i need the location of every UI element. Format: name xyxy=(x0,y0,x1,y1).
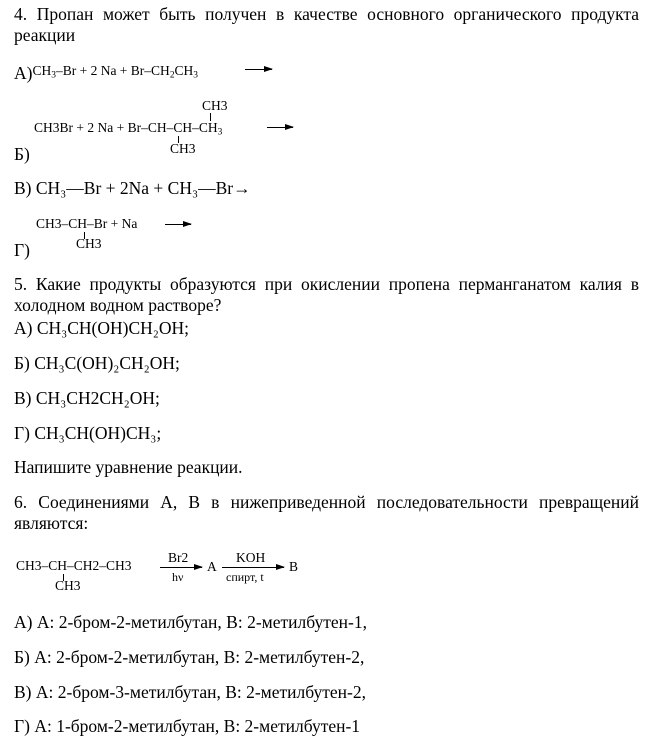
q6-option-v: В) А: 2-бром-3-метилбутан, В: 2-метилбутен-2, xyxy=(14,682,366,702)
q4-g-sub-group: CH3 xyxy=(76,236,102,251)
q4-b-formula: CH3Br + 2 $Na + Br-CH-CH-CH_3$ xyxy=(34,120,223,138)
q6-option-a: А) А: 2-бром-2-метилбутан, В: 2-метилбутен-1, xyxy=(14,612,367,632)
q5-option-v: В) CH₃CH2CH₂OH; xyxy=(14,388,160,408)
q6-condition-2: спирт, t xyxy=(226,570,264,584)
q4-b-top-group: CH3 xyxy=(202,98,228,113)
q6-scheme-start: CH3–CH–CH2–CH3 xyxy=(16,558,132,573)
q4-option-v: В) CH₃—Br + 2Na + CH₃—Br→ xyxy=(14,178,251,198)
q4-g-formula: CH3–CH–Br + Na xyxy=(36,216,138,231)
q6-reagent-1: Br2 xyxy=(168,550,189,565)
q4-option-a xyxy=(14,63,198,85)
q4-title: 4. Пропан может быть получен в качестве основного органического продукта реакции xyxy=(14,4,639,45)
q4-a-label: А) xyxy=(14,63,33,83)
q5-option-a: А) CH₃CH(OH)CH₂OH; xyxy=(14,318,190,338)
q4-g-label: Г) xyxy=(14,240,30,260)
q6-condition-1: hν xyxy=(172,570,184,584)
q6-scheme-sub: CH3 xyxy=(55,578,81,593)
q6-option-g: Г) А: 1-бром-2-метилбутан, В: 2-метилбутен-1 xyxy=(14,716,361,736)
q6-product-b: B xyxy=(289,559,299,574)
q4-a-formula: CH3–Br + 2 Na + Br–CH2CH3 xyxy=(32,63,199,81)
q5-option-g: Г) CH₃CH(OH)CH₃; xyxy=(14,423,162,443)
q6-intermediate-a: A xyxy=(207,559,217,574)
q6-option-b: Б) А: 2-бром-2-метилбутан, В: 2-метилбутен-2, xyxy=(14,647,365,667)
q6-reagent-2: KOH xyxy=(236,550,266,565)
q6-title: 6. Соединениями А, В в нижеприведенной последовательности превращений являются: xyxy=(14,492,639,533)
q6-arrow-1 xyxy=(160,567,202,568)
q5-option-b: Б) CH₃C(OH)₂CH₂OH; xyxy=(14,353,180,373)
q6-arrow-2 xyxy=(222,567,284,568)
q4-g-arrow xyxy=(165,224,191,225)
q4-b-label: Б) xyxy=(14,144,30,164)
q5-task: Напишите уравнение реакции. xyxy=(14,457,243,477)
q4-b-bottom-group: CH3 xyxy=(170,141,196,156)
q5-title: 5. Какие продукты образуются при окислении пропена перманганатом калия в холодном водном растворе? xyxy=(14,274,639,315)
q4-a-arrow xyxy=(245,69,272,70)
q4-b-arrow xyxy=(267,127,293,128)
